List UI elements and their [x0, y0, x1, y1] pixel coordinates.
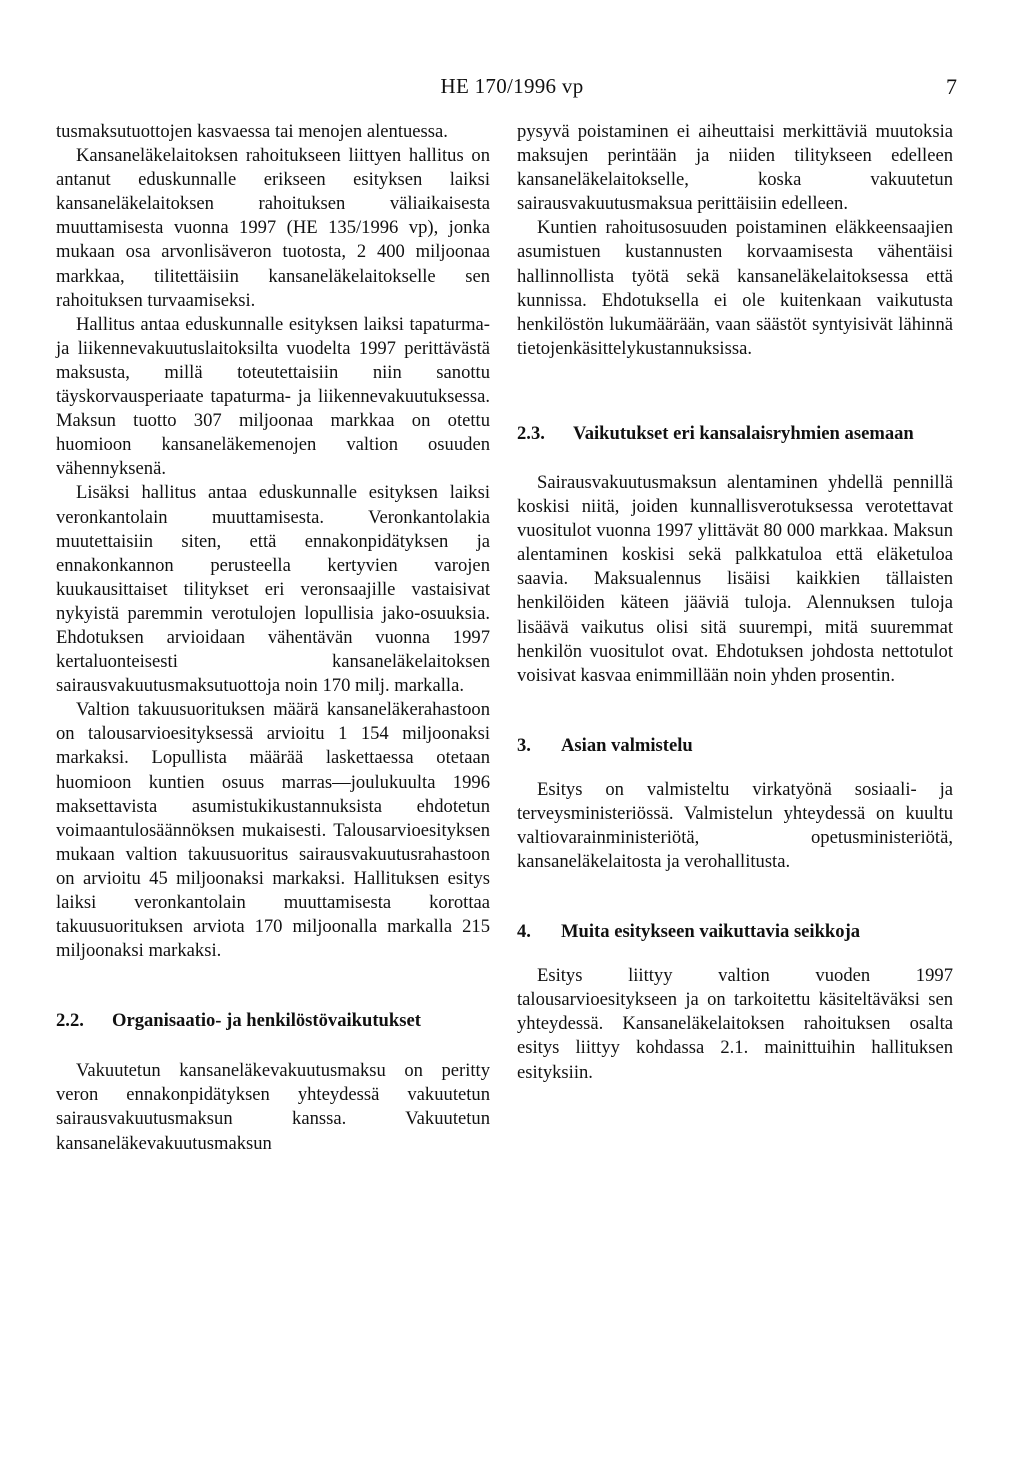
section-heading-2-2	[56, 1009, 490, 1033]
paragraph: Valtion takuusuorituksen määrä kansaneläkerahastoon on talousarvioesityksessä arvioitu 1 154 miljoonaksi markaksi. Lopullista määrää laskettaessa otetaan huomioon kuntien osuus marras—joulukuulta 1996 maksettavista asumistukikustannuksista ehdotetun voimaantulosäännöksen mukaisesti. Talousarvioesityksen mukaan valtion takuusuoritus sairausvakuutusrahastoon on arvioitu 45 miljoonaksi markaksi. Hallituksen esitys laiksi veronkantolain muuttamisesta korottaa takuusuorituksen arviota 170 miljoonalla markalla 215 miljoonaksi markaksi.	[56, 699, 490, 962]
section-title: Vaikutukset eri kansalaisryhmien asemaan	[573, 422, 914, 444]
section-title: Asian valmistelu	[561, 734, 693, 756]
section-heading-2-3	[517, 422, 953, 446]
section-title: Muita esitykseen vaikuttavia seikkoja	[561, 921, 861, 943]
paragraph: Kuntien rahoitusosuuden poistaminen eläkkeensaajien asumistuen kustannusten korvaamisesta vähentäisi hallinnollista työtä sekä kansaneläkelaitoksessa että kunnissa. Ehdotuksella ei ole kuitenkaan vaikutusta henkilöstön lukumäärään, vaan säästöt syntyisivät lähinnä tietojenkäsittelykustannuksissa.	[517, 217, 953, 359]
paragraph: tusmaksutuottojen kasvaessa tai menojen alentuessa.	[56, 121, 448, 142]
page-header-title: HE 170/1996 vp	[440, 74, 584, 98]
section-heading-4	[517, 920, 953, 944]
section-number: 4.	[517, 921, 531, 943]
section-number: 3.	[517, 734, 531, 756]
section-title: Organisaatio- ja henkilöstövaikutukset	[112, 1010, 421, 1032]
paragraph: Lisäksi hallitus antaa eduskunnalle esityksen laiksi veronkantolain muuttamisesta. Veronkantolakia muutettaisiin siten, että ennakonpidätyksen ja ennakonkannon perusteella kertyvien varojen kuukausittaiset tilitykset eri veronsaajille vastaisivat nykyistä paremmin verotulojen lopullisia jako-osuuksia. Ehdotuksen arvioidaan vähentävän vuonna 1997 kertaluonteisesti kansaneläkelaitoksen sairausvakuutusmaksutuottoja noin 170 milj. markalla.	[56, 482, 490, 697]
section-number: 2.3.	[517, 422, 545, 444]
paragraph: Vakuutetun kansaneläkevakuutusmaksu on peritty veron ennakonpidätyksen yhteydessä vakuutetun sairausvakuutusmaksun kanssa. Vakuutetun kansaneläkevakuutusmaksun	[56, 1060, 490, 1154]
paragraph: Kansaneläkelaitoksen rahoitukseen liittyen hallitus on antanut eduskunnalle erikseen esityksen laiksi kansaneläkelaitoksen rahoituksen väliaikaisesta muuttamisesta vuonna 1997 (HE 135/1996 vp), jonka mukaan osa arvonlisäveron tuotosta, 2 400 miljoonaa markkaa, tilitettäisiin kansaneläkelaitokselle sen rahoituksen turvaamiseksi.	[56, 145, 490, 311]
paragraph: pysyvä poistaminen ei aiheuttaisi merkittäviä muutoksia maksujen perintään ja niiden tilitykseen edelleen kansaneläkelaitokselle, koska vakuutetun sairausvakuutusmaksua perittäisiin edelleen.	[517, 121, 953, 215]
paragraph: Hallitus antaa eduskunnalle esityksen laiksi tapaturma- ja liikennevakuutuslaitoksilta vuodelta 1997 perittävästä maksusta, millä toteutettaisiin niin sanottu täyskorvausperiaate tapaturma- ja liikennevakuutuksessa. Maksun tuotto 307 miljoonaa markkaa on otettu huomioon kansaneläkemenojen valtion osuuden vähennyksenä.	[56, 313, 490, 480]
section-number: 2.2.	[56, 1010, 84, 1032]
section-heading-3	[517, 734, 953, 758]
page-number: 7	[946, 74, 957, 99]
left-column	[56, 120, 490, 1156]
paragraph: Esitys on valmisteltu virkatyönä sosiaali- ja terveysministeriössä. Valmistelun yhteydessä on kuultu valtiovarainministeriötä, opetusministeriötä, kansaneläkelaitosta ja verohallitusta.	[517, 778, 953, 873]
paragraph: Esitys liittyy valtion vuoden 1997 talousarvioesitykseen ja on tarkoitettu käsiteltäväksi sen yhteydessä. Kansaneläkelaitoksen rahoituksen osalta esitys liittyy kohdassa 2.1. mainittuihin hallituksen esityksiin.	[517, 965, 953, 1083]
paragraph: Sairausvakuutusmaksun alentaminen yhdellä pennillä koskisi niitä, joiden kunnallisverotuksessa verotettavat vuositulot vuonna 1997 ylittävät 80 000 markkaa. Maksun alentaminen koskisi sekä palkkatuloa että eläketuloa saavia. Maksualennus lisäisi kaikkien tällaisten henkilöiden käteen jääviä tuloja. Alennuksen tuloja lisäävä vaikutus olisi sitä suurempi, mitä suuremmat henkilön vuositulot ovat. Ehdotuksen johdosta nettotulot voisivat kasvaa enimmillään noin yhden prosentin.	[517, 471, 953, 686]
right-column	[517, 120, 953, 1085]
